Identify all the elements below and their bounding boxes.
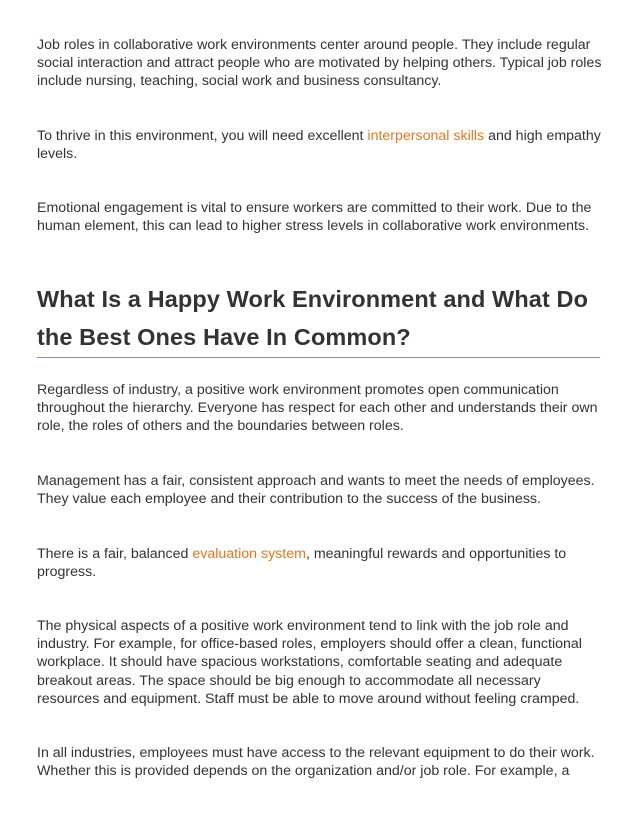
- paragraph-open-communication: Regardless of industry, a positive work environment promotes open communication throughout the hierarchy. Everyone has respect for each other and understands their own role, the roles of others and the boundaries between roles.: [37, 382, 598, 435]
- paragraph-collaborative-roles: Job roles in collaborative work environments center around people. They include regular social interaction and attract people who are motivated by helping others. Typical job roles include nursing, teaching, social work and business consultancy.: [37, 37, 602, 90]
- paragraph-text: There is a fair, balanced: [37, 546, 193, 562]
- paragraph-evaluation-system: [37, 545, 603, 581]
- paragraph-emotional-engagement: Emotional engagement is vital to ensure workers are committed to their work. Due to the human element, this can lead to higher stress levels in collaborative work environments.: [37, 200, 592, 235]
- paragraph-text: To thrive in this environment, you will need excellent: [37, 128, 368, 144]
- interpersonal-skills-link[interactable]: interpersonal skills: [367, 128, 485, 144]
- paragraph-interpersonal-skills: [37, 127, 603, 163]
- evaluation-system-link[interactable]: evaluation system: [192, 546, 306, 562]
- paragraph-equipment-access: In all industries, employees must have access to the relevant equipment to do their work. Whether this is provided depends on the organization and/or job role. For example, a: [37, 745, 595, 780]
- paragraph-physical-aspects: The physical aspects of a positive work environment tend to link with the job role and industry. For example, for office-based roles, employers should offer a clean, functional workplace. It should have spacious workstations, comfortable seating and adequate breakout areas. The space should be big enough to accommodate all necessary resources and equipment. Staff must be able to move around without feeling cramped.: [37, 618, 582, 707]
- paragraph-text: and high empathy levels.: [37, 128, 601, 163]
- paragraph-text: , meaningful rewards and opportunities to progress.: [37, 546, 567, 581]
- section-heading: What Is a Happy Work Environment and What Do the Best Ones Have In Common?: [37, 286, 589, 350]
- paragraph-management: Management has a fair, consistent approach and wants to meet the needs of employees. They value each employee and their contribution to the success of the business.: [37, 473, 595, 508]
- heading-underline: [37, 357, 600, 358]
